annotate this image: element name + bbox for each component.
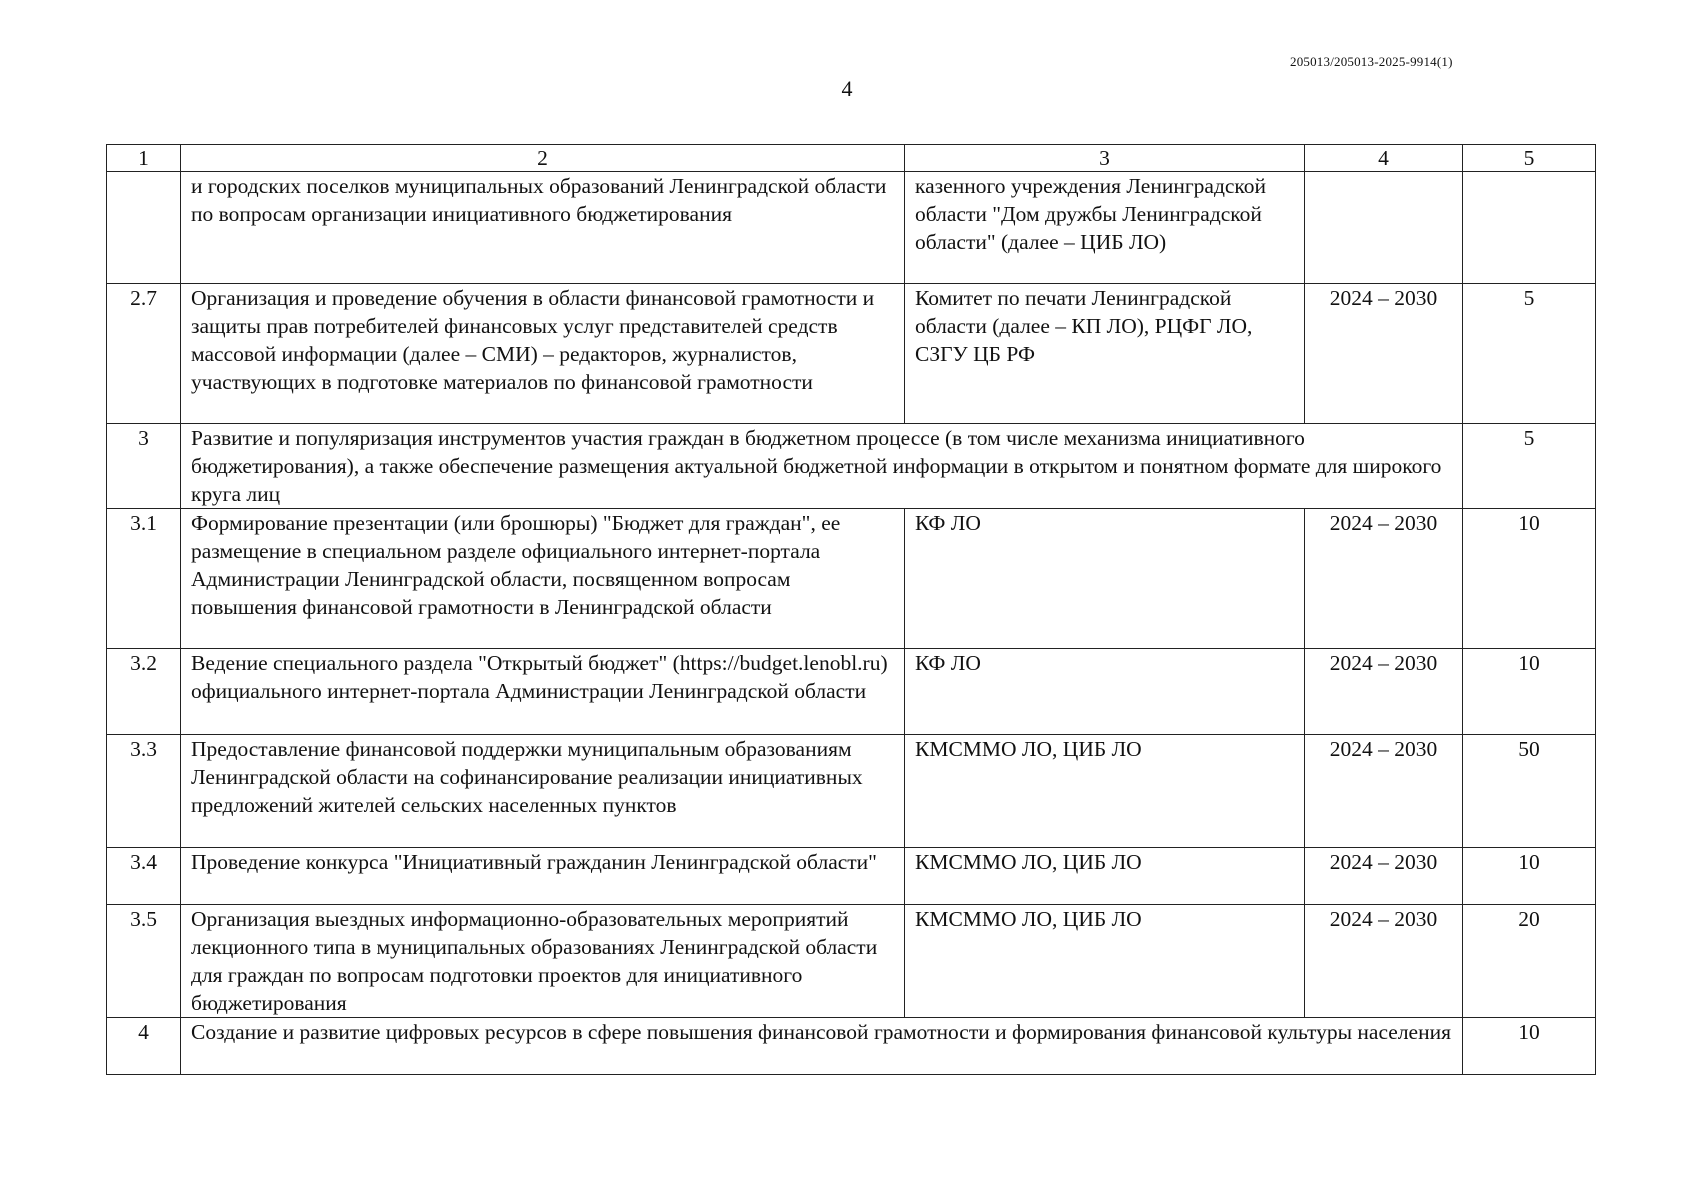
row-responsible: казенного учреждения Ленинградской области "Дом дружбы Ленинградской области" (далее – ЦИБ ЛО) (905, 172, 1305, 284)
column-header-3: 3 (905, 145, 1305, 172)
row-responsible: КФ ЛО (905, 509, 1305, 649)
row-number: 3.4 (107, 848, 181, 905)
row-number (107, 172, 181, 284)
row-description: Формирование презентации (или брошюры) "Бюджет для граждан", ее размещение в специальном разделе официального интернет-портала Администрации Ленинградской области, посвященном вопросам повышения финансовой грамотности в Ленинградской области (181, 509, 905, 649)
section-description: Развитие и популяризация инструментов участия граждан в бюджетном процессе (в том числе механизма инициативного бюджетирования), а также обеспечение размещения актуальной бюджетной информации в открытом и понятном формате для широкого круга лиц (181, 424, 1463, 509)
section-score: 10 (1463, 1018, 1596, 1075)
row-number: 3.3 (107, 735, 181, 848)
row-number: 2.7 (107, 284, 181, 424)
section-score: 5 (1463, 424, 1596, 509)
row-number: 3.2 (107, 649, 181, 735)
column-header-1: 1 (107, 145, 181, 172)
row-score: 50 (1463, 735, 1596, 848)
section-number: 4 (107, 1018, 181, 1075)
section-row (107, 1018, 1596, 1075)
row-responsible: КМСММО ЛО, ЦИБ ЛО (905, 735, 1305, 848)
section-row (107, 424, 1596, 509)
row-description: Проведение конкурса "Инициативный гражданин Ленинградской области" (181, 848, 905, 905)
row-responsible: Комитет по печати Ленинградской области (далее – КП ЛО), РЦФГ ЛО, СЗГУ ЦБ РФ (905, 284, 1305, 424)
row-score (1463, 172, 1596, 284)
plan-table (106, 144, 1596, 1075)
row-period: 2024 – 2030 (1305, 649, 1463, 735)
row-number: 3.1 (107, 509, 181, 649)
table-row (107, 905, 1596, 1018)
table-row (107, 848, 1596, 905)
row-period: 2024 – 2030 (1305, 735, 1463, 848)
row-score: 5 (1463, 284, 1596, 424)
row-description: Организация и проведение обучения в области финансовой грамотности и защиты прав потребителей финансовых услуг представителей средств массовой информации (далее – СМИ) – редакторов, журналистов, участвующих в подготовке материалов по финансовой грамотности (181, 284, 905, 424)
row-responsible: КМСММО ЛО, ЦИБ ЛО (905, 848, 1305, 905)
row-score: 20 (1463, 905, 1596, 1018)
row-description: Организация выездных информационно-образовательных мероприятий лекционного типа в муниципальных образованиях Ленинградской области для граждан по вопросам подготовки проектов для инициативного бюджетирования (181, 905, 905, 1018)
row-score: 10 (1463, 848, 1596, 905)
row-period (1305, 172, 1463, 284)
column-header-4: 4 (1305, 145, 1463, 172)
page-number: 4 (841, 76, 853, 101)
row-description: Предоставление финансовой поддержки муниципальным образованиям Ленинградской области на софинансирование реализации инициативных предложений жителей сельских населенных пунктов (181, 735, 905, 848)
table-row (107, 735, 1596, 848)
row-score: 10 (1463, 509, 1596, 649)
row-responsible: КМСММО ЛО, ЦИБ ЛО (905, 905, 1305, 1018)
table-header-row (107, 145, 1596, 172)
row-description: Ведение специального раздела "Открытый бюджет" (https://budget.lenobl.ru) официального интернет-портала Администрации Ленинградской области (181, 649, 905, 735)
row-period: 2024 – 2030 (1305, 284, 1463, 424)
row-number: 3.5 (107, 905, 181, 1018)
row-responsible: КФ ЛО (905, 649, 1305, 735)
column-header-2: 2 (181, 145, 905, 172)
row-period: 2024 – 2030 (1305, 509, 1463, 649)
section-description: Создание и развитие цифровых ресурсов в сфере повышения финансовой грамотности и формирования финансовой культуры населения (181, 1018, 1463, 1075)
document-id: 205013/205013-2025-9914(1) (1290, 54, 1453, 69)
row-description: и городских поселков муниципальных образований Ленинградской области по вопросам организации инициативного бюджетирования (181, 172, 905, 284)
row-period: 2024 – 2030 (1305, 848, 1463, 905)
table-row (107, 172, 1596, 284)
row-period: 2024 – 2030 (1305, 905, 1463, 1018)
row-score: 10 (1463, 649, 1596, 735)
table-row (107, 649, 1596, 735)
section-number: 3 (107, 424, 181, 509)
table-row (107, 284, 1596, 424)
table-row (107, 509, 1596, 649)
column-header-5: 5 (1463, 145, 1596, 172)
